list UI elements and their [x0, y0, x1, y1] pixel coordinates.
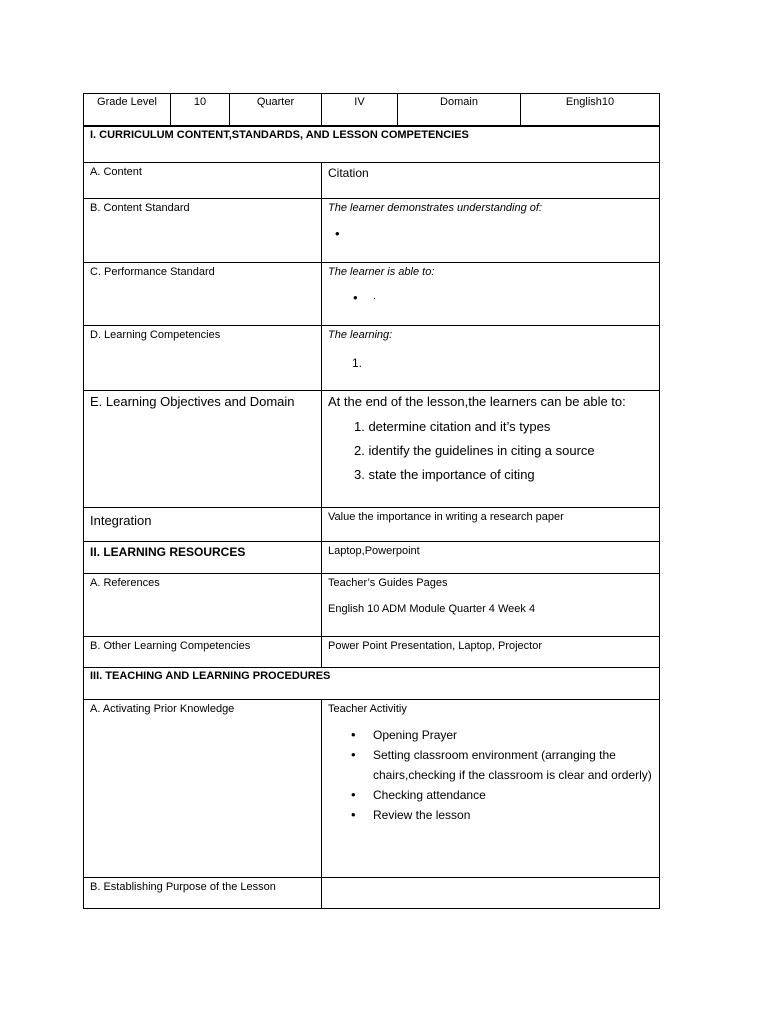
lesson-table — [83, 126, 660, 909]
section-heading-1: I. CURRICULUM CONTENT,STANDARDS, AND LESSON COMPETENCIES — [84, 127, 660, 163]
purpose-label: B. Establishing Purpose of the Lesson — [84, 878, 322, 909]
references-line-2: English 10 ADM Module Quarter 4 Week 4 — [328, 603, 536, 615]
objectives-label: E. Learning Objectives and Domain — [84, 391, 322, 508]
competencies-label: D. Learning Competencies — [84, 326, 322, 391]
performance-standard-intro: The learner is able to: — [328, 266, 435, 278]
competency-item-1: 1. — [352, 356, 363, 370]
performance-standard-value — [322, 263, 660, 326]
lesson-plan-page — [83, 93, 659, 909]
activity-item: • Checking attendance — [373, 785, 653, 805]
activity-item: • Setting classroom environment (arranging the chairs,checking if the classroom is clear and orderly) — [373, 745, 653, 785]
quarter-label: Quarter — [230, 94, 322, 126]
objective-item: 1. determine citation and it’s types — [354, 419, 551, 434]
other-competencies-label: B. Other Learning Competencies — [84, 637, 322, 668]
references-label: A. References — [84, 574, 322, 637]
domain-label: Domain — [398, 94, 521, 126]
integration-value: Value the importance in writing a research paper — [322, 508, 660, 542]
objective-item: 2. identify the guidelines in citing a source — [354, 443, 595, 458]
content-standard-intro: The learner demonstrates understanding of: — [328, 202, 543, 214]
header-table — [83, 93, 660, 126]
other-competencies-value: Power Point Presentation, Laptop, Projector — [322, 637, 660, 668]
content-standard-label: B. Content Standard — [84, 199, 322, 263]
content-label: A. Content — [84, 163, 322, 199]
competencies-value — [322, 326, 660, 391]
resources-value: Laptop,Powerpoint — [322, 542, 660, 574]
competencies-intro: The learning: — [328, 329, 393, 341]
performance-standard-label: C. Performance Standard — [84, 263, 322, 326]
objectives-intro: At the end of the lesson,the learners can be able to: — [328, 394, 626, 409]
resources-label: II. LEARNING RESOURCES — [84, 542, 322, 574]
activating-label: A. Activating Prior Knowledge — [84, 700, 322, 878]
activating-value — [322, 700, 660, 878]
grade-level-label: Grade Level — [84, 94, 171, 126]
objectives-value — [322, 391, 660, 508]
purpose-value — [322, 878, 660, 909]
integration-label: Integration — [84, 508, 322, 542]
section-heading-3: III. TEACHING AND LEARNING PROCEDURES — [84, 668, 660, 700]
activity-item: • Review the lesson — [373, 805, 653, 825]
references-line-1: Teacher’s Guides Pages — [328, 577, 448, 589]
references-value — [322, 574, 660, 637]
activity-item: • Opening Prayer — [373, 725, 653, 745]
content-standard-bullet — [355, 226, 653, 238]
content-value: Citation — [322, 163, 660, 199]
grade-level-value: 10 — [171, 94, 230, 126]
activating-heading: Teacher Activitiy — [328, 703, 407, 715]
domain-value: English10 — [521, 94, 660, 126]
objective-item: 3. state the importance of citing — [354, 467, 535, 482]
performance-standard-bullet: • . — [373, 290, 653, 302]
content-standard-value — [322, 199, 660, 263]
quarter-value: IV — [322, 94, 398, 126]
